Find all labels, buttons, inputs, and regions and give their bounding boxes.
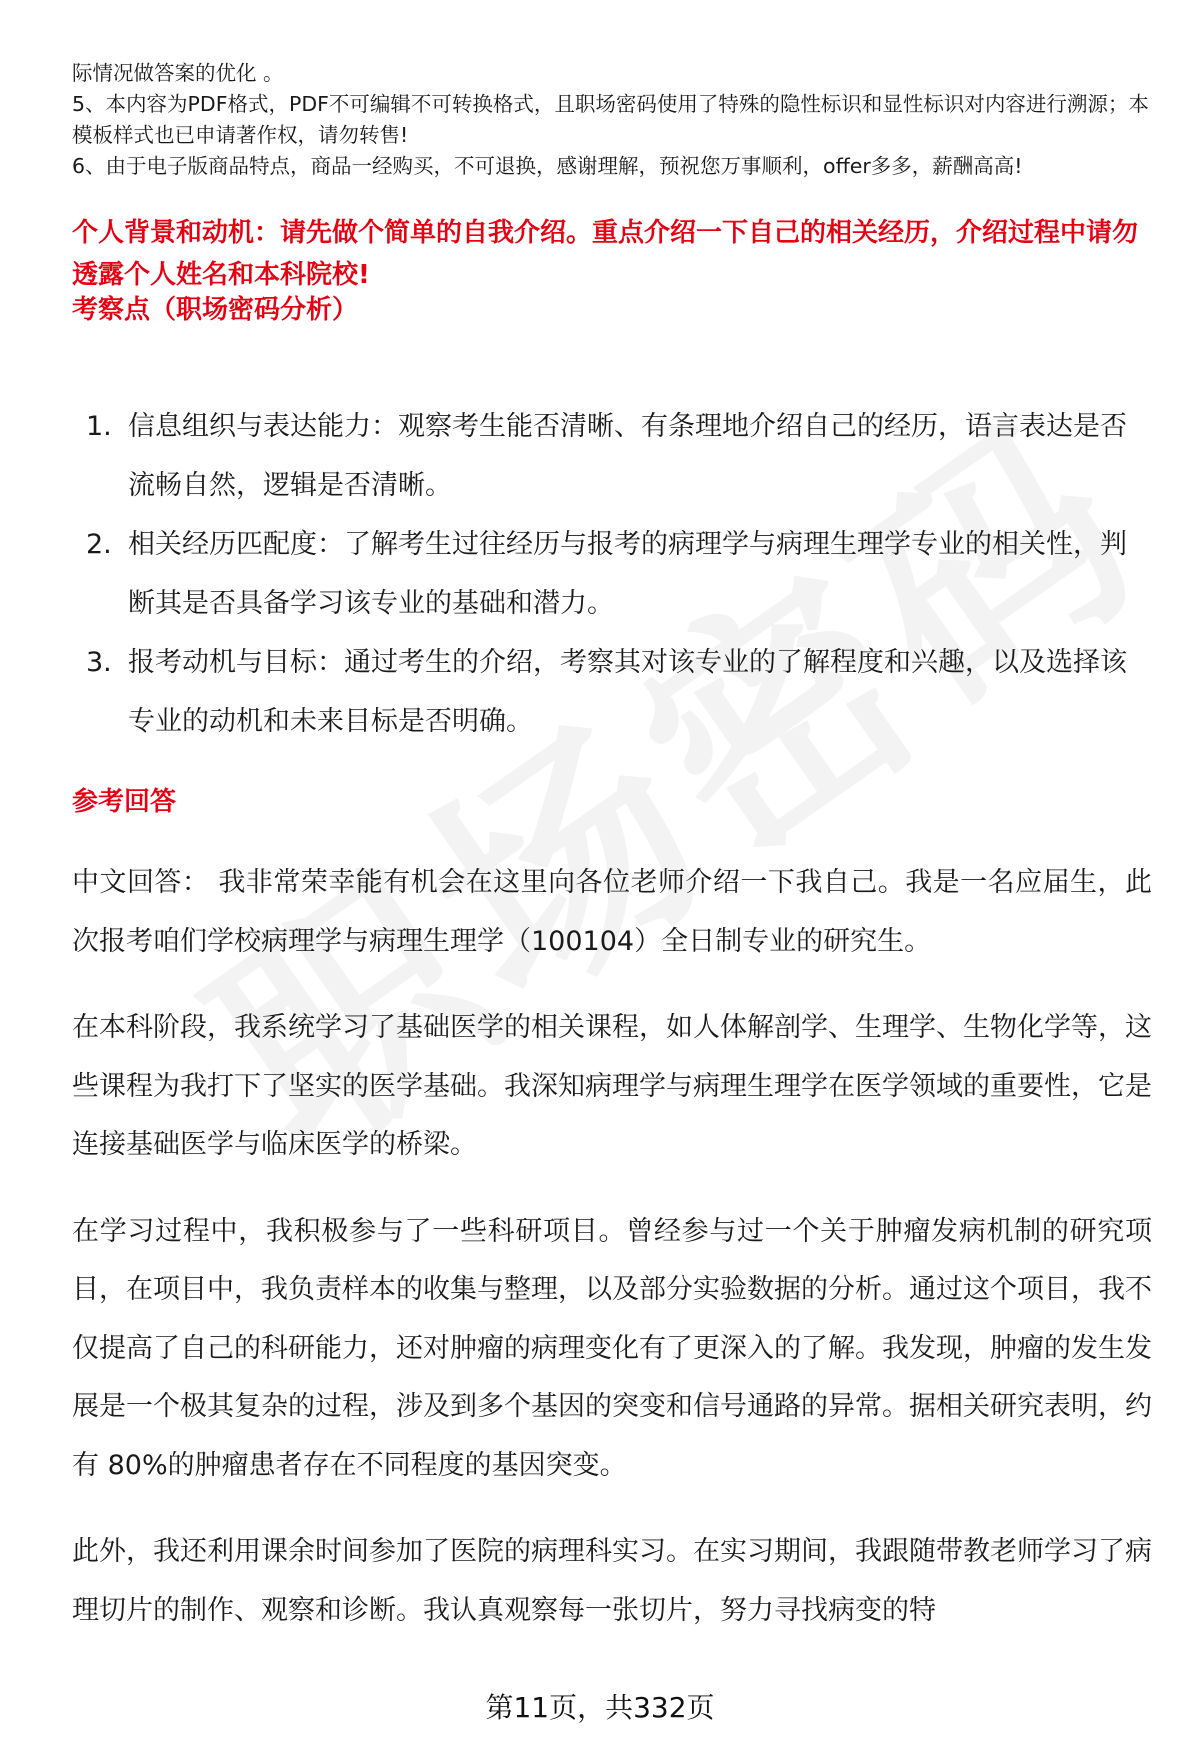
- reference-heading: 参考回答: [72, 787, 177, 817]
- analysis-heading: 考察点（职场密码分析）: [72, 295, 359, 325]
- list-text: 报考动机与目标：通过考生的介绍，考察其对该专业的了解程度和兴趣，以及选择该专业的动机和未来目标是否明确。: [128, 647, 1127, 737]
- list-number: 3.: [86, 647, 112, 678]
- list-number: 2.: [86, 529, 112, 560]
- list-number: 1.: [86, 411, 112, 442]
- answer-paragraph: 在本科阶段，我系统学习了基础医学的相关课程，如人体解剖学、生理学、生物化学等，这些课程为我打下了坚实的医学基础。我深知病理学与病理生理学在医学领域的重要性，它是连接基础医学与临床医学的桥梁。: [72, 1012, 1152, 1160]
- notice-block: [72, 58, 1152, 182]
- answer-paragraph: 中文回答： 我非常荣幸能有机会在这里向各位老师介绍一下我自己。我是一名应届生，此次报考咱们学校病理学与病理生理学（100104）全日制专业的研究生。: [72, 867, 1152, 957]
- list-text: 相关经历匹配度：了解考生过往经历与报考的病理学与病理生理学专业的相关性，判断其是否具备学习该专业的基础和潜力。: [128, 529, 1127, 619]
- list-item: [72, 516, 1152, 633]
- page-number: 第11页，共332页: [485, 1691, 715, 1724]
- answer-paragraph: 此外，我还利用课余时间参加了医院的病理科实习。在实习期间，我跟随带教老师学习了病理切片的制作、观察和诊断。我认真观察每一张切片，努力寻找病变的特: [72, 1536, 1152, 1626]
- list-item: [72, 634, 1152, 751]
- answer-paragraph: 在学习过程中，我积极参与了一些科研项目。曾经参与过一个关于肿瘤发病机制的研究项目，在项目中，我负责样本的收集与整理，以及部分实验数据的分析。通过这个项目，我不仅提高了自己的科研能力，还对肿瘤的病理变化有了更深入的了解。我发现，肿瘤的发生发展是一个极其复杂的过程，涉及到多个基因的突变和信号通路的异常。据相关研究表明，约有 80%的肿瘤患者存在不同程度的基因突变。: [72, 1215, 1152, 1481]
- notice-item-5: 5、本内容为PDF格式，PDF不可编辑不可转换格式，且职场密码使用了特殊的隐性标识和显性标识对内容进行溯源；本模板样式也已申请著作权，请勿转售!: [72, 92, 1149, 147]
- analysis-points: [72, 398, 1152, 752]
- notice-item-6: 6、由于电子版商品特点，商品一经购买，不可退换，感谢理解，预祝您万事顺利，offer多多，薪酬高高!: [72, 154, 1023, 178]
- list-item: [72, 398, 1152, 515]
- notice-line-continued: 际情况做答案的优化 。: [72, 61, 284, 85]
- question-title: 个人背景和动机：请先做个简单的自我介绍。重点介绍一下自己的相关经历，介绍过程中请勿透露个人姓名和本科院校!: [72, 218, 1139, 290]
- reference-answer: [72, 854, 1152, 1668]
- list-text: 信息组织与表达能力：观察考生能否清晰、有条理地介绍自己的经历，语言表达是否流畅自然，逻辑是否清晰。: [128, 411, 1127, 501]
